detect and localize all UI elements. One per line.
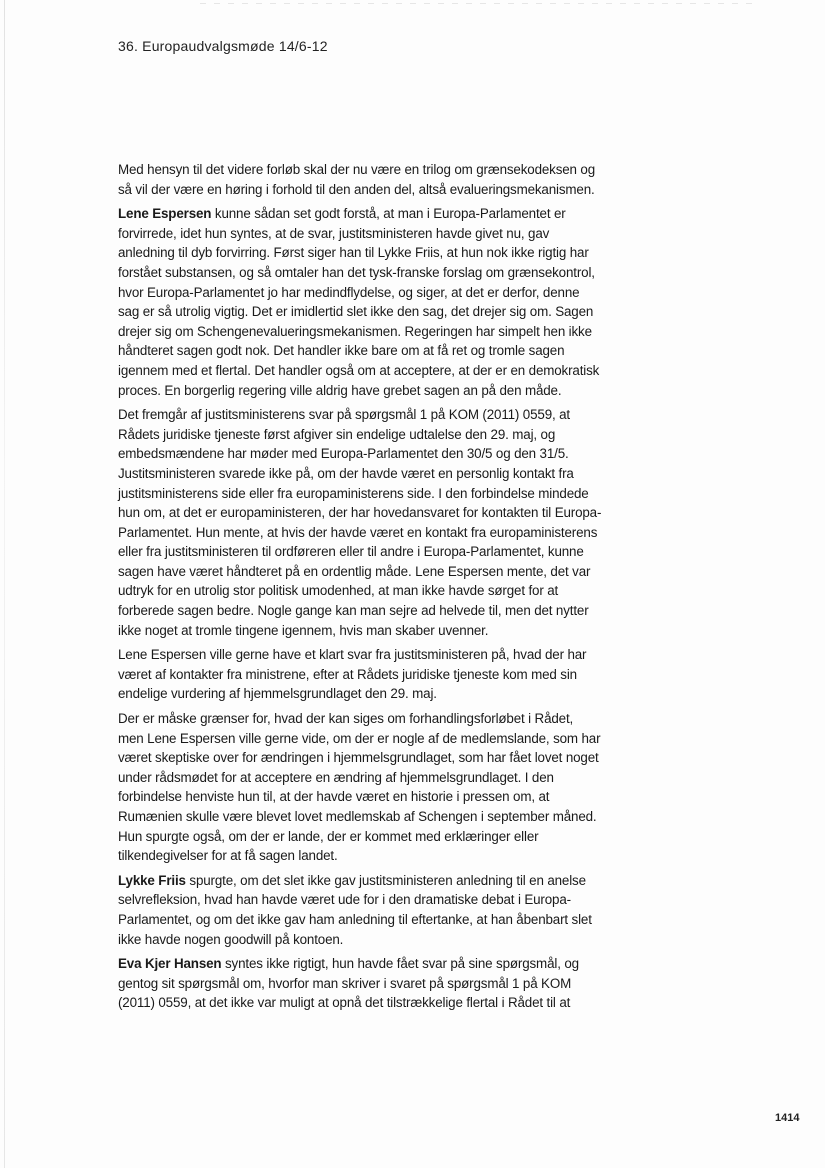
paragraph-text: Der er måske grænser for, hvad der kan siges om forhandlingsforløbet i Rådet, men Lene Espersen ville gerne vide, om der er nogle af de medlemslande, som har været skeptiske over for ændringen i hjemmelsgrundlaget, som har fået lovet noget under rådsmødet for at acceptere en ændring af hjemmelsgrundlaget. I den forbindelse henviste hun til, at der havde været en historie i pressen om, at Rumænien skulle være blevet lovet medlemskab af Schengen i september måned. Hun spurgte også, om der er lande, der er kommet med erklæringer eller tilkendegivelser for at få sagen landet. <box>118 711 601 864</box>
page-header: 36. Europaudvalgsmøde 14/6-12 <box>118 38 328 54</box>
scan-edge-top <box>200 3 760 4</box>
paragraph-text: Det fremgår af justitsministerens svar på spørgsmål 1 på KOM (2011) 0559, at Rådets juridiske tjeneste først afgiver sin endelige udtalelse den 29. maj, og embedsmændene har møder med Europa-Parlamentet den 30/5 og den 31/5. Justitsministeren svarede ikke på, om der havde været en personlig kontakt fra justitsministerens side eller fra europaministerens side. I den forbindelse mindede hun om, at det er europaministeren, der har hovedansvaret for kontakten til Europa-Parlamentet. Hun mente, at hvis der havde været en kontakt fra europaministerens eller fra justitsministeren til ordføreren eller til andre i Europa-Parlamentet, kunne sagen have været håndteret på en ordentlig måde. Lene Espersen mente, det var udtryk for en utrolig stor politisk umodenhed, at man ikke havde sørget for at forberede sagen bedre. Nogle gange kan man sejre ad helvede til, men det nytter ikke noget at tromle tingene igennem, hvis man skaber uvenner. <box>118 407 602 638</box>
paragraph-text: spurgte, om det slet ikke gav justitsministeren anledning til en anelse selvrefleksion, hvad han havde været ude for i den dramatiske debat i Europa-Parlamentet, og om det ikke gav ham anledning til eftertanke, at han åbenbart slet ikke havde nogen goodwill på kontoen. <box>118 872 592 947</box>
scan-edge-left <box>4 0 5 1168</box>
paragraph <box>118 405 602 640</box>
speaker-name: Lykke Friis <box>118 872 186 888</box>
paragraph-text: syntes ikke rigtigt, hun havde fået svar på sine spørgsmål, og gentog sit spørgsmål om, hvorfor man skriver i svaret på spørgsmål 1 på KOM (2011) 0559, at det ikke var muligt at opnå det tilstrækkelige flertal i Rådet til at <box>118 956 579 1011</box>
body-text <box>118 160 602 1018</box>
speaker-name: Eva Kjer Hansen <box>118 956 222 972</box>
paragraph-text: kunne sådan set godt forstå, at man i Europa-Parlamentet er forvirrede, idet hun syntes, at de svar, justitsministeren havde givet nu, gav anledning til dyb forvirring. Først siger han til Lykke Friis, at hun nok ikke rigtig har forstået substansen, og så omtaler han det tysk-franske forslag om grænsekontrol, hvor Europa-Parlamentet jo har medindflydelse, og siger, at det er derfor, denne sag er så utrolig vigtig. Det er imidlertid slet ikke den sag, det drejer sig om. Sagen drejer sig om Schengenevalueringsmekanismen. Regeringen har simpelt hen ikke håndteret sagen godt nok. Det handler ikke bare om at få ret og tromle sagen igennem med et flertal. Det handler også om at acceptere, at der er en demokratisk proces. En borgerlig regering ville aldrig have grebet sagen an på den måde. <box>118 206 600 398</box>
page-number: 1414 <box>775 1112 800 1124</box>
paragraph <box>118 871 602 949</box>
paragraph-text: Med hensyn til det videre forløb skal der nu være en trilog om grænsekodeksen og så vil der være en høring i forhold til den anden del, altså evalueringsmekanismen. <box>118 162 596 197</box>
paragraph <box>118 709 602 866</box>
paragraph-text: Lene Espersen ville gerne have et klart svar fra justitsministeren på, hvad der har været af kontakter fra ministrene, efter at Rådets juridiske tjeneste kom med sin endelige vurdering af hjemmelsgrundlaget den 29. maj. <box>118 647 587 702</box>
paragraph <box>118 204 602 400</box>
speaker-name: Lene Espersen <box>118 206 212 222</box>
paragraph <box>118 160 602 199</box>
paragraph <box>118 645 602 704</box>
paragraph <box>118 954 602 1013</box>
